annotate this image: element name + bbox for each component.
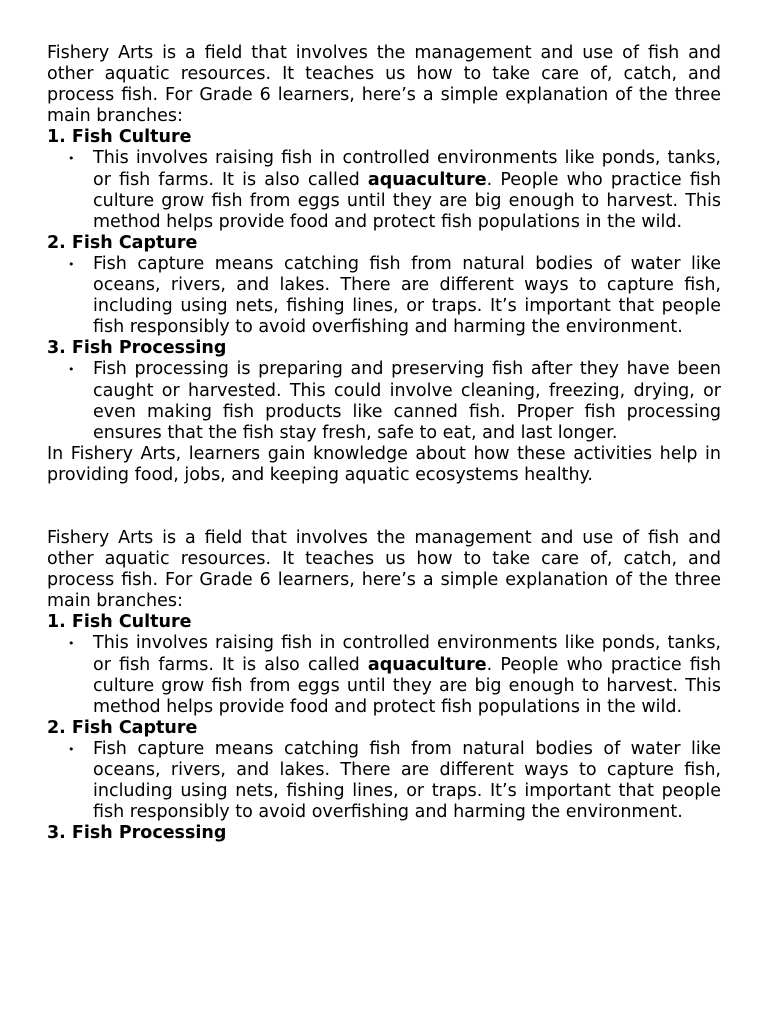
list-item <box>68 253 721 338</box>
list-item <box>68 738 721 823</box>
list-item-text: . People who practice fish culture grow fish from eggs until they are big enough to harvest. This method helps provide food and protect fish populations in the wild. <box>93 654 721 717</box>
list-item <box>68 148 721 232</box>
heading-fish-processing: 3. Fish Processing <box>47 823 227 844</box>
bullet-list <box>47 359 721 443</box>
bullet-icon: • <box>68 637 75 651</box>
intro-paragraph: Fishery Arts is a field that involves the management and use of fish and other aquatic resources. It teaches us how to take care of, catch, and process fish. For Grade 6 learners, here’s a simple explanation of the three main branches: <box>47 43 721 127</box>
bullet-list <box>47 148 721 232</box>
bullet-list <box>47 254 721 338</box>
document-page <box>47 0 721 844</box>
list-item-text: Fish capture means catching fish from natural bodies of water like oceans, rivers, and lakes. There are different ways to capture fish, including using nets, fishing lines, or traps. It’s important that people fish responsibly to avoid overfishing and harming the environment. <box>93 253 721 338</box>
conclusion-paragraph: In Fishery Arts, learners gain knowledge about how these activities help in providing food, jobs, and keeping aquatic ecosystems healthy. <box>47 443 721 485</box>
bullet-list <box>47 633 721 717</box>
bullet-icon: • <box>68 152 75 166</box>
intro-paragraph: Fishery Arts is a field that involves the management and use of fish and other aquatic resources. It teaches us how to take care of, catch, and process fish. For Grade 6 learners, here’s a simple explanation of the three main branches: <box>47 527 721 612</box>
list-item-text: This involves raising fish in controlled environments like ponds, tanks, or fish farms. It is also called <box>93 148 721 190</box>
list-item-text: Fish processing is preparing and preserving fish after they have been caught or harvested. This could involve cleaning, freezing, drying, or even making fish products like canned fish. Proper fish processing ensures that the fish stay fresh, safe to eat, and last longer. <box>93 359 721 443</box>
list-item-text: Fish capture means catching fish from natural bodies of water like oceans, rivers, and lakes. There are different ways to capture fish, including using nets, fishing lines, or traps. It’s important that people fish responsibly to avoid overfishing and harming the environment. <box>93 738 721 823</box>
heading-fish-capture: 2. Fish Capture <box>47 717 198 738</box>
heading-fish-capture: 2. Fish Capture <box>47 232 198 253</box>
heading-fish-culture: 1. Fish Culture <box>47 127 192 148</box>
document-section-1 <box>47 43 721 486</box>
bold-term: aquaculture <box>367 654 487 675</box>
list-item <box>68 633 721 717</box>
list-item-text: . People who practice fish culture grow fish from eggs until they are big enough to harvest. This method helps provide food and protect fish populations in the wild. <box>93 169 721 232</box>
heading-fish-culture: 1. Fish Culture <box>47 612 192 633</box>
bullet-icon: • <box>68 742 75 756</box>
heading-fish-processing: 3. Fish Processing <box>47 338 227 359</box>
document-section-2 <box>47 528 721 844</box>
bullet-list <box>47 739 721 823</box>
bullet-icon: • <box>68 363 75 377</box>
bullet-icon: • <box>68 257 75 271</box>
list-item-text: This involves raising fish in controlled environments like ponds, tanks, or fish farms. It is also called <box>93 633 721 675</box>
bold-term: aquaculture <box>367 169 487 190</box>
list-item <box>68 359 721 443</box>
